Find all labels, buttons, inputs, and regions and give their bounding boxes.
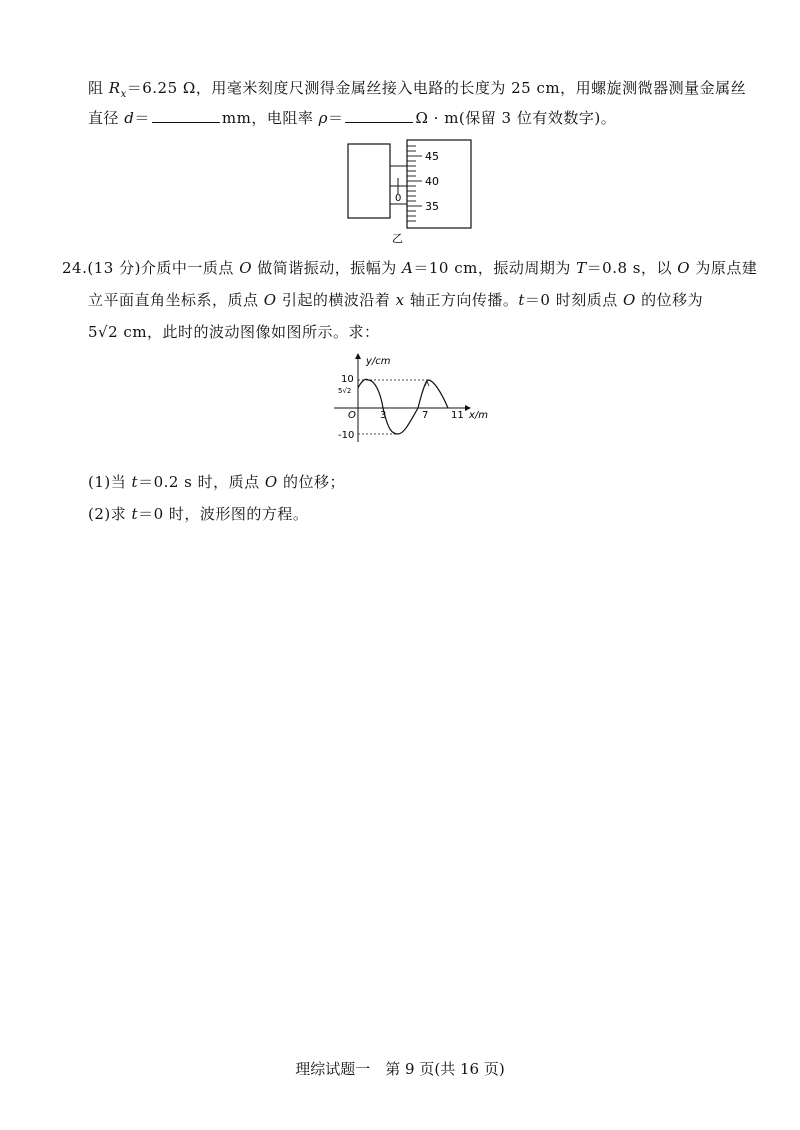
x-axis-label: x/m xyxy=(469,410,489,421)
point-o-symbol: O xyxy=(677,259,691,277)
resistance-symbol: R xyxy=(108,79,121,97)
micrometer-sleeve-body xyxy=(348,144,390,218)
q23-text: ＝ xyxy=(327,109,344,127)
q23-text: 阻 xyxy=(88,79,109,97)
time-symbol: t xyxy=(131,505,139,523)
x-tick-7: 7 xyxy=(422,410,429,421)
x-tick-11: 11 xyxy=(451,410,464,421)
resistance-subscript: x xyxy=(120,89,127,100)
q23-text: mm，电阻率 xyxy=(221,109,319,127)
q24-text: 的位移为 xyxy=(635,291,704,309)
q24-text: 5√2 cm，此时的波动图像如图所示。求： xyxy=(88,323,380,341)
point-o-symbol: O xyxy=(264,473,278,491)
origin-label: O xyxy=(348,410,356,421)
micrometer-figure xyxy=(340,138,480,246)
y-tick-10: 10 xyxy=(341,374,354,385)
q24-text: 做简谐振动，振幅为 xyxy=(252,259,403,277)
micrometer-thimble xyxy=(407,140,471,228)
y-tick-minus10: -10 xyxy=(338,430,355,441)
q24-text: (1)当 xyxy=(88,473,132,491)
resistivity-symbol: ρ xyxy=(318,109,328,127)
q23-text: Ω · m(保留 3 位有效数字)。 xyxy=(415,109,617,127)
point-o-symbol: O xyxy=(623,291,636,309)
q24-text: (13 分)介质中一质点 xyxy=(87,259,240,277)
q23-line2 xyxy=(88,108,616,128)
question-number: 24. xyxy=(62,259,88,277)
q24-part1 xyxy=(88,472,345,492)
thimble-ticks xyxy=(407,146,422,221)
x-axis-symbol: x xyxy=(395,291,405,309)
amplitude-symbol: A xyxy=(402,259,414,277)
q24-line1 xyxy=(62,258,757,278)
q24-line3 xyxy=(88,322,380,342)
q24-text: 立平面直角坐标系，质点 xyxy=(88,291,264,309)
wave-curve xyxy=(358,379,448,434)
q23-text: ＝ xyxy=(134,109,150,127)
q24-part2 xyxy=(88,504,308,524)
period-symbol: T xyxy=(576,259,587,277)
q24-text: ＝10 cm，振动周期为 xyxy=(413,259,577,277)
q24-text: ＝0.8 s，以 xyxy=(586,259,678,277)
time-symbol: t xyxy=(131,473,139,491)
micrometer-zero-label: 0 xyxy=(395,193,402,204)
q23-text: ＝6.25 Ω，用毫米刻度尺测得金属丝接入电路的长度为 25 cm，用螺旋测微器测量金属丝 xyxy=(126,79,747,97)
diameter-symbol: d xyxy=(124,109,135,127)
q24-text: 为原点建 xyxy=(690,259,758,277)
diameter-answer-blank[interactable] xyxy=(152,108,220,123)
q24-text: ＝0 时刻质点 xyxy=(524,291,624,309)
thimble-mark-45: 45 xyxy=(425,150,439,163)
q24-line2 xyxy=(88,290,703,310)
q24-text: ＝0 时，波形图的方程。 xyxy=(138,505,309,523)
point-o-symbol: O xyxy=(239,259,252,277)
q24-text: 的位移； xyxy=(277,473,346,491)
y-tick-5root2: 5√2 xyxy=(338,387,352,395)
q24-text: (2)求 xyxy=(88,505,132,523)
q24-text: ＝0.2 s 时，质点 xyxy=(138,473,265,491)
thimble-mark-40: 40 xyxy=(425,175,439,188)
point-o-symbol: O xyxy=(263,291,277,309)
q23-line1 xyxy=(88,78,746,105)
q23-text: 直径 xyxy=(88,109,125,127)
x-tick-3: 3 xyxy=(380,410,387,421)
time-symbol: t xyxy=(518,291,525,309)
q24-text: 引起的横波沿着 xyxy=(276,291,396,309)
thimble-mark-35: 35 xyxy=(425,200,439,213)
y-axis-label: y/cm xyxy=(366,356,391,367)
figure-caption-yi: 乙 xyxy=(392,232,403,245)
page-footer: 理综试题一 第 9 页(共 16 页) xyxy=(295,1060,505,1078)
q24-text: 轴正方向传播。 xyxy=(404,291,519,309)
wave-graph xyxy=(330,350,500,446)
wave-direction-arrow xyxy=(425,381,429,386)
resistivity-answer-blank[interactable] xyxy=(345,108,413,123)
